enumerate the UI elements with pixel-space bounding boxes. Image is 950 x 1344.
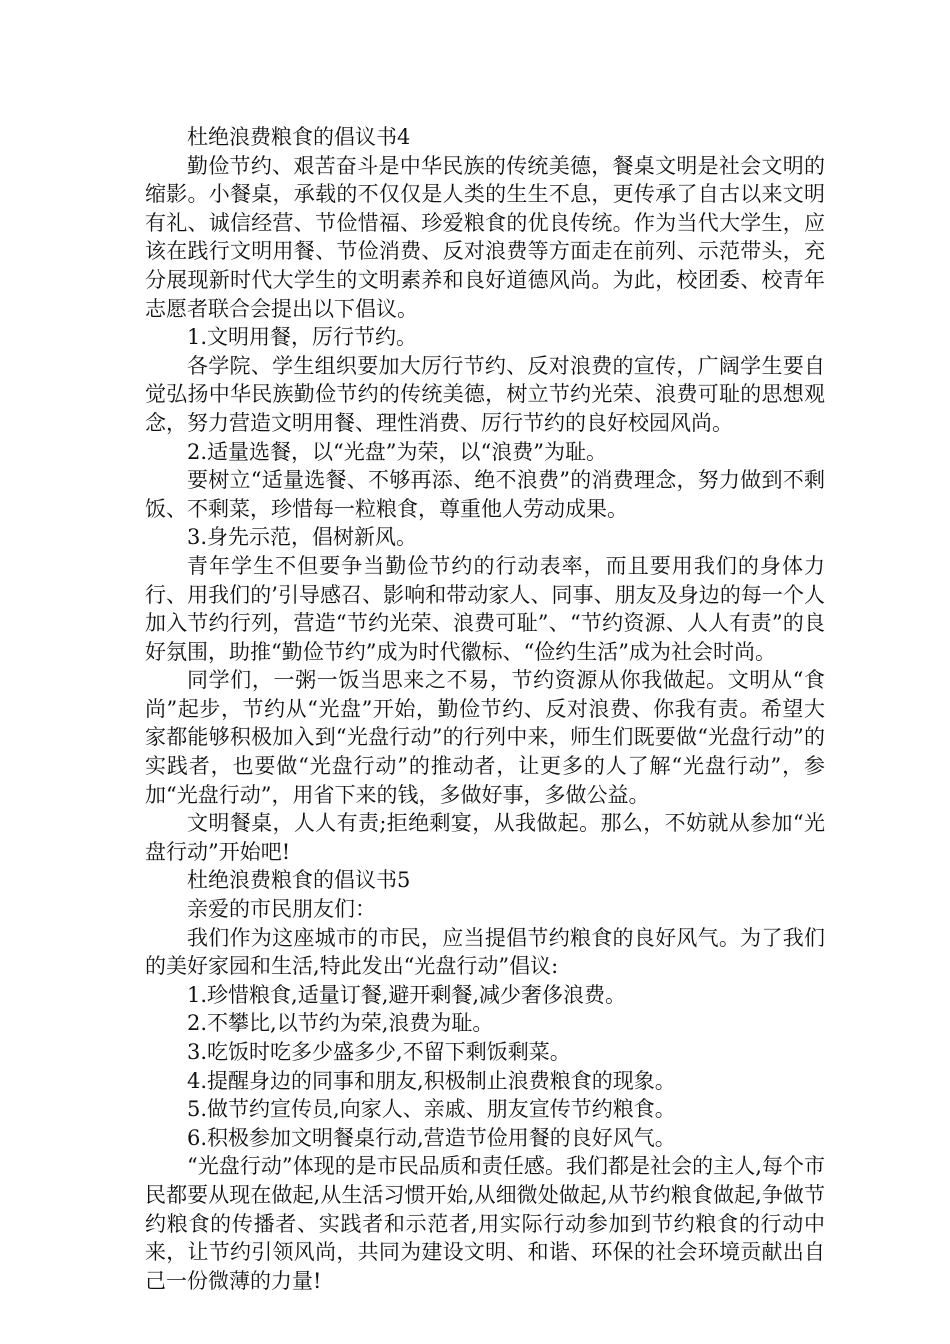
document-body (145, 123, 825, 1295)
body-paragraph: “光盘行动”体现的是市民品质和责任感。我们都是社会的主人,每个市民都要从现在做起,从生活习惯开始,从细微处做起,从节约粮食做起,争做节约粮食的传播者、实践者和示范者,用实际行动参加到节约粮食的行动中来，让节约引领风尚，共同为建设文明、和谐、环保的社会环境贡献出自己一份微薄的力量! (145, 1154, 825, 1293)
list-item: 3.吃饭时吃多少盛多少,不留下剩饭剩菜。 (187, 1040, 571, 1064)
body-paragraph: 文明餐桌，人人有责;拒绝剩宴，从我做起。那么，不妨就从参加“光盘行动”开始吧! (145, 811, 825, 864)
list-item: 6.积极参加文明餐桌行动,营造节俭用餐的良好风气。 (187, 1125, 676, 1150)
section-title: 杜绝浪费粮食的倡议书5 (187, 868, 411, 893)
body-paragraph: 各学院、学生组织要加大厉行节约、反对浪费的宣传，广阔学生要自觉弘扬中华民族勤俭节约的传统美德，树立节约光荣、浪费可耻的思想观念，努力营造文明用餐、理性消费、厉行节约的良好校园风尚。 (145, 353, 825, 435)
body-paragraph: 我们作为这座城市的市民，应当提倡节约粮食的良好风气。为了我们的美好家园和生活,特此发出“光盘行动”倡议: (145, 925, 825, 979)
list-heading: 2.适量选餐，以“光盘”为荣，以“浪费”为耻。 (187, 439, 607, 464)
list-item: 2.不攀比,以节约为荣,浪费为耻。 (187, 1011, 494, 1036)
list-item: 4.提醒身边的同事和朋友,积极制止浪费粮食的现象。 (187, 1068, 676, 1093)
section-title: 杜绝浪费粮食的倡议书4 (187, 125, 411, 149)
list-heading: 1.文明用餐，厉行节约。 (187, 325, 418, 350)
list-item: 5.做节约宣传员,向家人、亲戚、朋友宣传节约粮食。 (187, 1097, 676, 1122)
body-paragraph: 要树立“适量选餐、不够再添、绝不浪费”的消费理念，努力做到不剩饭、不剩菜，珍惜每一粒粮食，尊重他人劳动成果。 (145, 468, 825, 521)
list-heading: 3.身先示范，倡树新风。 (187, 525, 418, 550)
list-item: 1.珍惜粮食,适量订餐,避开剩餐,减少奢侈浪费。 (187, 982, 627, 1007)
salutation: 亲爱的市民朋友们： (187, 897, 376, 922)
body-paragraph: 勤俭节约、艰苦奋斗是中华民族的传统美德，餐桌文明是社会文明的缩影。小餐桌，承载的不仅仅是人类的生生不息，更传承了自古以来文明有礼、诚信经营、节俭惜福、珍爱粮食的优良传统。作为当代大学生，应该在践行文明用餐、节俭消费、反对浪费等方面走在前列、示范带头，充分展现新时代大学生的文明素养和良好道德风尚。为此，校团委、校青年志愿者联合会提出以下倡议。 (145, 153, 825, 321)
body-paragraph: 同学们，一粥一饭当思来之不易，节约资源从你我做起。文明从“食尚”起步，节约从“光盘”开始，勤俭节约、反对浪费、你我有责。希望大家都能够积极加入到“光盘行动”的行列中来，师生们既要做“光盘行动”的实践者，也要做“光盘行动”的推动者，让更多的人了解“光盘行动”，参加“光盘行动”，用省下来的钱，多做好事，多做公益。 (145, 668, 825, 807)
body-paragraph: 青年学生不但要争当勤俭节约的行动表率，而且要用我们的身体力行、用我们的’引导感召、影响和带动家人、同事、朋友及身边的每一个人加入节约行列，营造“节约光荣、浪费可耻”、“节约资源、人人有责”的良好氛围，助推“勤俭节约”成为时代徽标、“俭约生活”成为社会时尚。 (145, 553, 825, 664)
